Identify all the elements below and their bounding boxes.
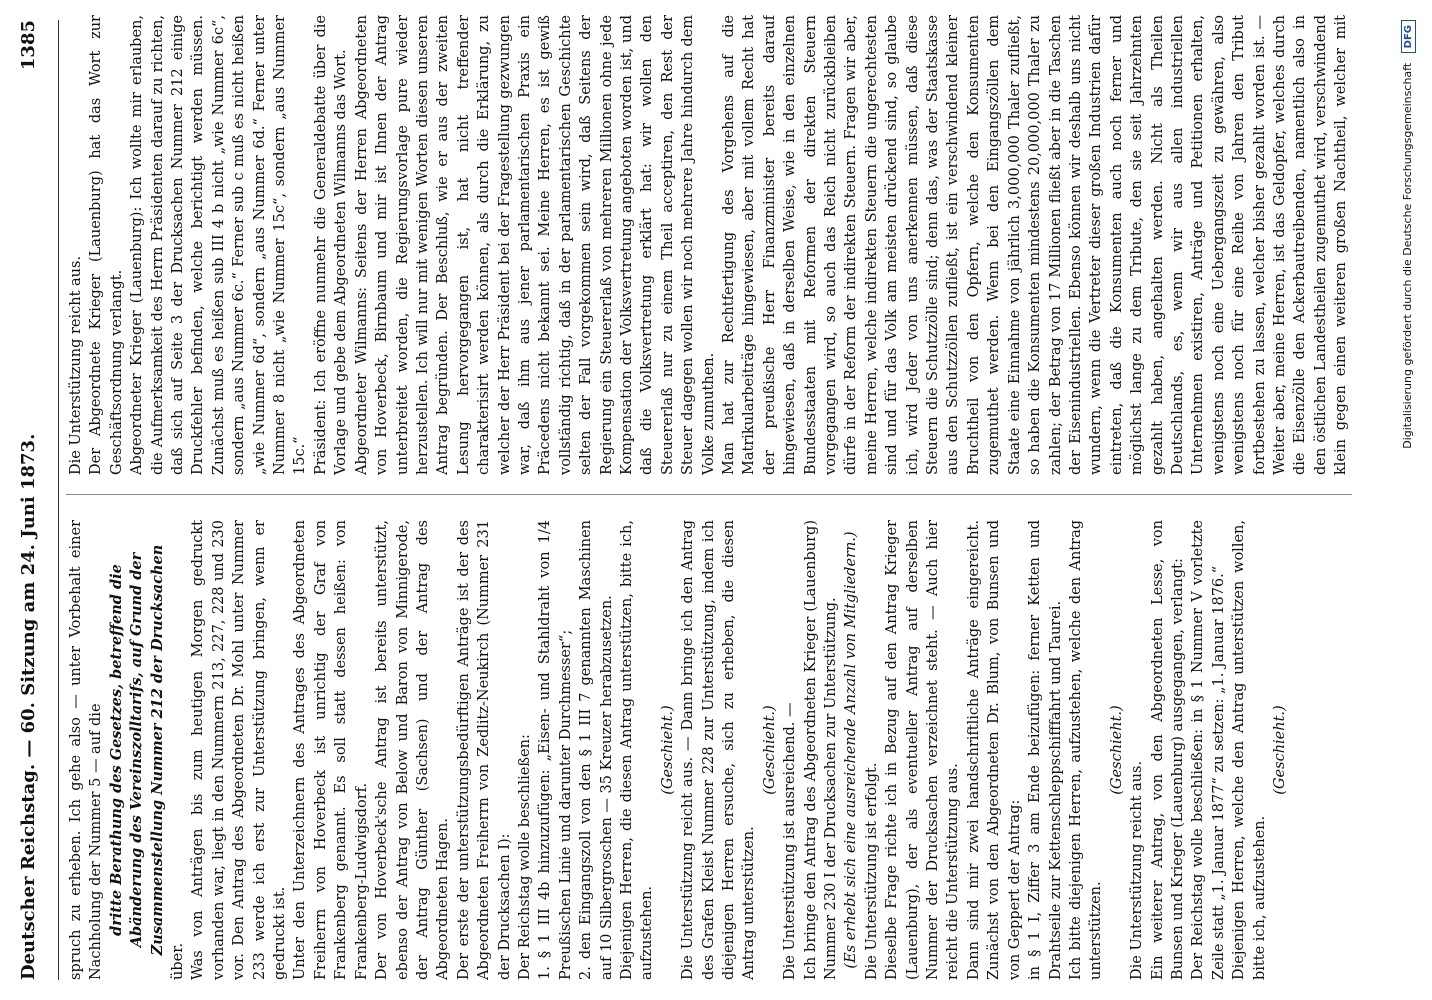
paragraph: Die Unterstützung reicht aus. bbox=[1129, 760, 1146, 980]
header-title: Deutscher Reichstag. — 60. Sitzung am 24. Juni 1873. bbox=[18, 433, 39, 980]
paragraph: Der Abgeordnete Krieger (Lauenburg) hat das Wort zur Geschäftsordnung verlangt. bbox=[88, 15, 125, 475]
paragraph: Ich bringe den Antrag des Abgeordneten Krieger (Lauenburg) Nummer 230 I der Drucksachen zur Unterstützung. bbox=[802, 520, 840, 980]
paragraph: spruch zu erheben. Ich gehe also — unter Vorbehalt einer Nachholung der Nummer 5 — auf die bbox=[68, 520, 105, 980]
agenda-heading: dritte Berathung des Gesetzes, betreffend die Abänderung des Vereinszolltarifs, auf Grund der Zusammenstellung Nummer 212 der Drucksachen bbox=[107, 544, 166, 956]
paragraph: Der von Hoverbeck'sche Antrag ist bereits unterstützt, ebenso der Antrag von Below und Baron von Minnigerode, der Antrag Günther (Sachsen) und der Antrag des Abgeordneten Hagen. bbox=[374, 520, 452, 980]
footer bbox=[1401, 20, 1416, 720]
paragraph: 1. § 1 III 4b hinzuzufügen: „Eisen- und Stahldraht von 1/4 Preußischen Linie und darunter Durchmesser“; bbox=[537, 520, 574, 980]
paragraph: über. bbox=[170, 942, 187, 980]
paragraph: Dann sind mir zwei handschriftliche Anträge eingereicht. Zunächst von den Abgeordneten Dr. Blum, von Bunsen und von Geppert der Antrag: bbox=[965, 520, 1023, 980]
stage-direction: (Geschieht.) bbox=[1271, 705, 1288, 795]
stage-direction: (Geschieht.) bbox=[659, 705, 676, 795]
page-header bbox=[18, 20, 58, 980]
left-column bbox=[66, 520, 1352, 980]
stage-direction: (Es erhebt sich eine ausreichende Anzahl von Mitgliedern.) bbox=[843, 531, 860, 969]
paragraph: Man hat zur Rechtfertigung des Vorgehens auf die Matrikularbeiträge hingewiesen, aber mit vollem Recht hat der preußische Herr Finanzminister bereits darauf hingewiesen, daß in derselben Weise, wie in den einzelnen Bundesstaaten mit Reformen der direkten Steuern vorgegangen wird, so auch das Reich nicht zurückbleiben dürfe in der Reform der indirekten Steuern. Fragen wir aber, meine Herren, welche indirekten Steuern die ungerechtesten sind und für das Volk am meisten drückend sind, so glaube ich, wird Jeder von uns anerkennen müssen, daß diese Steuern die Schutzzölle sind; denn das, was der Staatskasse aus den Schutzzöllen zufließt, ist ein verschwindend kleiner Bruchtheil von den Opfern, welche den Konsumenten zugemuthet werden. Wenn bei den Eingangszöllen dem Staate eine Einnahme von jährlich 3,000,000 Thaler zufließt, so haben die Konsumenten mindestens 20,000,000 Thaler zu zahlen; der Betrag von 17 Millionen fließt aber in die Taschen der Eisenindustriellen. Ebenso können wir deshalb uns nicht wundern, wenn die Vertreter dieser großen Industrien dafür eintreten, daß die Konsumenten auch noch ferner und möglichst lange zu dem Tribute, den sie seit Jahrzehnten gezahlt haben, angehalten werden. Nicht als Theilen Deutschlands, es, wenn wir aus allen industriellen Unternehmen existiren, Anträge und Petitionen erhalten, wenigstens noch eine Uebergangszeit zu gewähren, also wenigstens noch für eine Reihe von Jahren den Tribut fortbestehen zu lassen, welcher bisher gezahlt worden ist. — Weiter aber, meine Herren, ist das Geldopfer, welches durch die Eisenzölle den Ackerbautreibenden, namentlich also in den östlichen Landestheilen zugemuthet wird, verschwindend klein gegen einen weiteren großen Nachtheil, welcher mit bbox=[721, 15, 1350, 475]
paragraph: Der Reichstag wolle beschließen: bbox=[516, 734, 533, 980]
paragraph: Was von Anträgen bis zum heutigen Morgen gedruckt vorhanden war, liegt in den Nummern 213, 227, 228 und 230 vor. Den Antrag des Abgeordneten Dr. Mohl unter Nummer 233 werde ich erst zur Unterstützung bringen, wenn er gedruckt ist. bbox=[190, 520, 289, 980]
paragraph: Die Unterstützung ist erfolgt. bbox=[863, 762, 880, 980]
paragraph: Diejenigen Herren, welche den Antrag unterstützen wollen, bitte ich, aufzustehen. bbox=[1231, 520, 1268, 980]
paragraph: Die Unterstützung ist ausreichend. — bbox=[782, 702, 799, 980]
paragraph: Dieselbe Frage richte ich in Bezug auf den Antrag Krieger (Lauenburg), der als eventueller Antrag auf derselben Nummer der Drucksachen verzeichnet steht. — Auch hier reicht die Unterstützung aus. bbox=[884, 520, 962, 980]
paragraph: Ich bitte diejenigen Herren, aufzustehen, welche den Antrag unterstützen. bbox=[1067, 520, 1105, 980]
paragraph: Diejenigen Herren, die diesen Antrag unterstützen, bitte ich, aufzustehen. bbox=[618, 520, 656, 980]
paragraph: Abgeordneter Wilmanns: Seitens der Herren Abgeordneten von Hoverbeck, Birnbaum und mir ist Ihnen der Antrag unterbreitet worden, die Regierungsvorlage pure wieder herzustellen. Ich will nur mit wenigen Worten diesen unseren Antrag begründen. Der Beschluß, wie er aus der zweiten Lesung hervorgegangen ist, hat nicht treffender charakterisirt werden können, als durch die Erklärung, zu welcher der Herr Präsident bei der Fragestellung gezwungen war, daß ihm aus jener parlamentarischen Praxis ein Präcedens nicht bekannt sei. Meine Herren, es ist gewiß vollständig richtig, daß in der parlamentarischen Geschichte selten der Fall vorgekommen sein wird, daß Seitens der Regierung ein Steuererlaß von mehreren Millionen ohne jede Kompensation der Volksvertretung angeboten worden ist, und daß die Volksvertretung erklärt hat: wir wollen den Steuererlaß nur zu einem Theil acceptiren, den Rest der Steuer dagegen wollen wir noch mehrere Jahre hindurch dem Volke zumuthen. bbox=[353, 15, 717, 475]
paragraph: Ein weiterer Antrag, von den Abgeordneten Lesse, von Bunsen und Krieger (Lauenburg) ausgegangen, verlangt: bbox=[1149, 520, 1186, 980]
dfg-logo: DFG bbox=[1401, 20, 1416, 53]
paragraph: in § 1 I, Ziffer 3 am Ende beizufügen: ferner Ketten und Drahtseile zur Kettenschleppschifffahrt und Taurei. bbox=[1027, 520, 1064, 980]
paragraph: Die Unterstützung reicht aus. bbox=[68, 255, 84, 475]
footer-text: Digitalisierung gefördert durch die Deutsche Forschungsgemeinschaft bbox=[1401, 62, 1414, 449]
paragraph: 2. den Eingangszoll von den § 1 III 7 genannten Maschinen auf 10 Silbergroschen — 35 Kreuzer herabzusetzen. bbox=[578, 520, 615, 980]
stage-direction: (Geschieht.) bbox=[1108, 705, 1125, 795]
stage-direction: (Geschieht.) bbox=[761, 705, 778, 795]
paragraph: Unter den Unterzeichnern des Antrages des Abgeordneten Freiherrn von Hoverbeck ist unrichtig der Graf von Frankenberg genannt. Es soll statt dessen heißen: von Frankenberg-Ludwigsdorf. bbox=[292, 520, 370, 980]
paragraph: Abgeordneter Krieger (Lauenburg): Ich wollte mir erlauben, die Aufmerksamkeit des Herrn Präsidenten darauf zu richten, daß sich auf Seite 3 der Drucksachen Nummer 212 einige Druckfehler befinden, welche berichtigt werden müssen. Zunächst muß es heißen sub III 4 b nicht „wie Nummer 6c“, sondern „aus Nummer 6c.“ Ferner sub c muß es nicht heißen „wie Nummer 6d“, sondern „aus Nummer 6d.“ Ferner unter Nummer 8 nicht „wie Nummer 15c“, sondern „aus Nummer 15c.“ bbox=[129, 15, 309, 475]
column-divider bbox=[66, 494, 1352, 495]
page-number: 1385 bbox=[18, 20, 39, 71]
header-rule bbox=[58, 20, 59, 980]
right-column bbox=[66, 15, 1352, 475]
paragraph: Die Unterstützung reicht aus. — Dann bringe ich den Antrag des Grafen Kleist Nummer 228 zur Unterstützung, indem ich diejenigen Herren ersuche, sich zu erheben, die diesen Antrag unterstützen. bbox=[680, 520, 758, 980]
paragraph: Präsident: Ich eröffne nunmehr die Generaldebatte über die Vorlage und gebe dem Abgeordneten Wilmanns das Wort. bbox=[312, 15, 350, 475]
paragraph: Der Reichstag wolle beschließen: in § 1 Nummer V vorletzte Zeile statt „1. Januar 1877“ zu setzen: „1. Januar 1876.“ bbox=[1190, 520, 1227, 980]
paragraph: Der erste der unterstützungsbedürftigen Anträge ist der des Abgeordneten Freiherrn von Zedlitz-Neukirch (Nummer 231 der Drucksachen I): bbox=[455, 520, 513, 980]
